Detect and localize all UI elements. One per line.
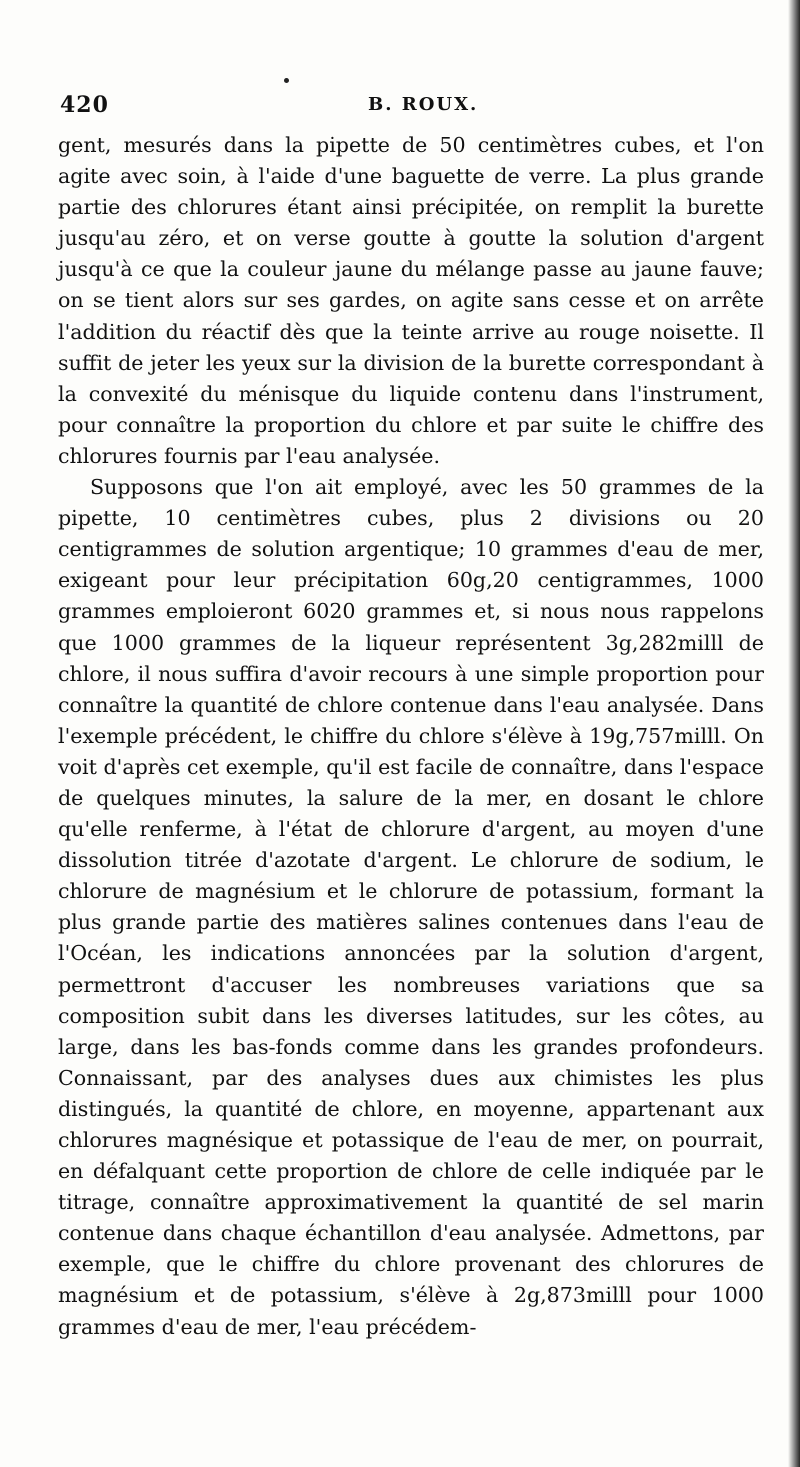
page-number: 420 [60,92,109,118]
body-text [58,130,764,1343]
page-header [60,92,760,122]
paragraph-continued: gent, mesurés dans la pipette de 50 centimètres cubes, et l'on agite avec soin, à l'aide d'une baguette de verre. La plus grande partie des chlorures étant ainsi précipitée, on remplit la burette jusqu'au zéro, et on verse goutte à goutte la solution d'argent jusqu'à ce que la couleur jaune du mélange passe au jaune fauve; on se tient alors sur ses gardes, on agite sans cesse et on arrête l'addition du réactif dès que la teinte arrive au rouge noisette. Il suffit de jeter les yeux sur la division de la burette correspondant à la convexité du ménisque du liquide contenu dans l'instrument, pour connaître la proportion du chlore et par suite le chiffre des chlorures fournis par l'eau analysée. [58,133,764,468]
running-head: B. ROUX. [368,94,479,115]
paragraph: Supposons que l'on ait employé, avec les 50 grammes de la pipette, 10 centimètres cubes, plus 2 divisions ou 20 centigrammes de solution argentique; 10 grammes d'eau de mer, exigeant pour leur précipitation 60g,20 centigrammes, 1000 grammes emploieront 6020 grammes et, si nous nous rappelons que 1000 grammes de la liqueur représentent 3g,282milll de chlore, il nous suffira d'avoir recours à une simple proportion pour connaître la quantité de chlore contenue dans l'eau analysée. Dans l'exemple précédent, le chiffre du chlore s'élève à 19g,757milll. On voit d'après cet exemple, qu'il est facile de connaître, dans l'espace de quelques minutes, la salure de la mer, en dosant le chlore qu'elle renferme, à l'état de chlorure d'argent, au moyen d'une dissolution titrée d'azotate d'argent. Le chlorure de sodium, le chlorure de magnésium et le chlorure de potassium, formant la plus grande partie des matières salines contenues dans l'eau de l'Océan, les indications annoncées par la solution d'argent, permettront d'accuser les nombreuses variations que sa composition subit dans les diverses latitudes, sur les côtes, au large, dans les bas-fonds comme dans les grandes profondeurs. Connaissant, par des analyses dues aux chimistes les plus distingués, la quantité de chlore, en moyenne, appartenant aux chlorures magnésique et potassique de l'eau de mer, on pourrait, en défalquant cette proportion de chlore de celle indiquée par le titrage, connaître approximativement la quantité de sel marin contenue dans chaque échantillon d'eau analysée. Admettons, par exemple, que le chiffre du chlore provenant des chlorures de magnésium et de potassium, s'élève à 2g,873milll pour 1000 grammes d'eau de mer, l'eau précédem- [58,475,764,1339]
page-edge-shadow [788,0,800,1467]
ink-dot [284,78,289,83]
